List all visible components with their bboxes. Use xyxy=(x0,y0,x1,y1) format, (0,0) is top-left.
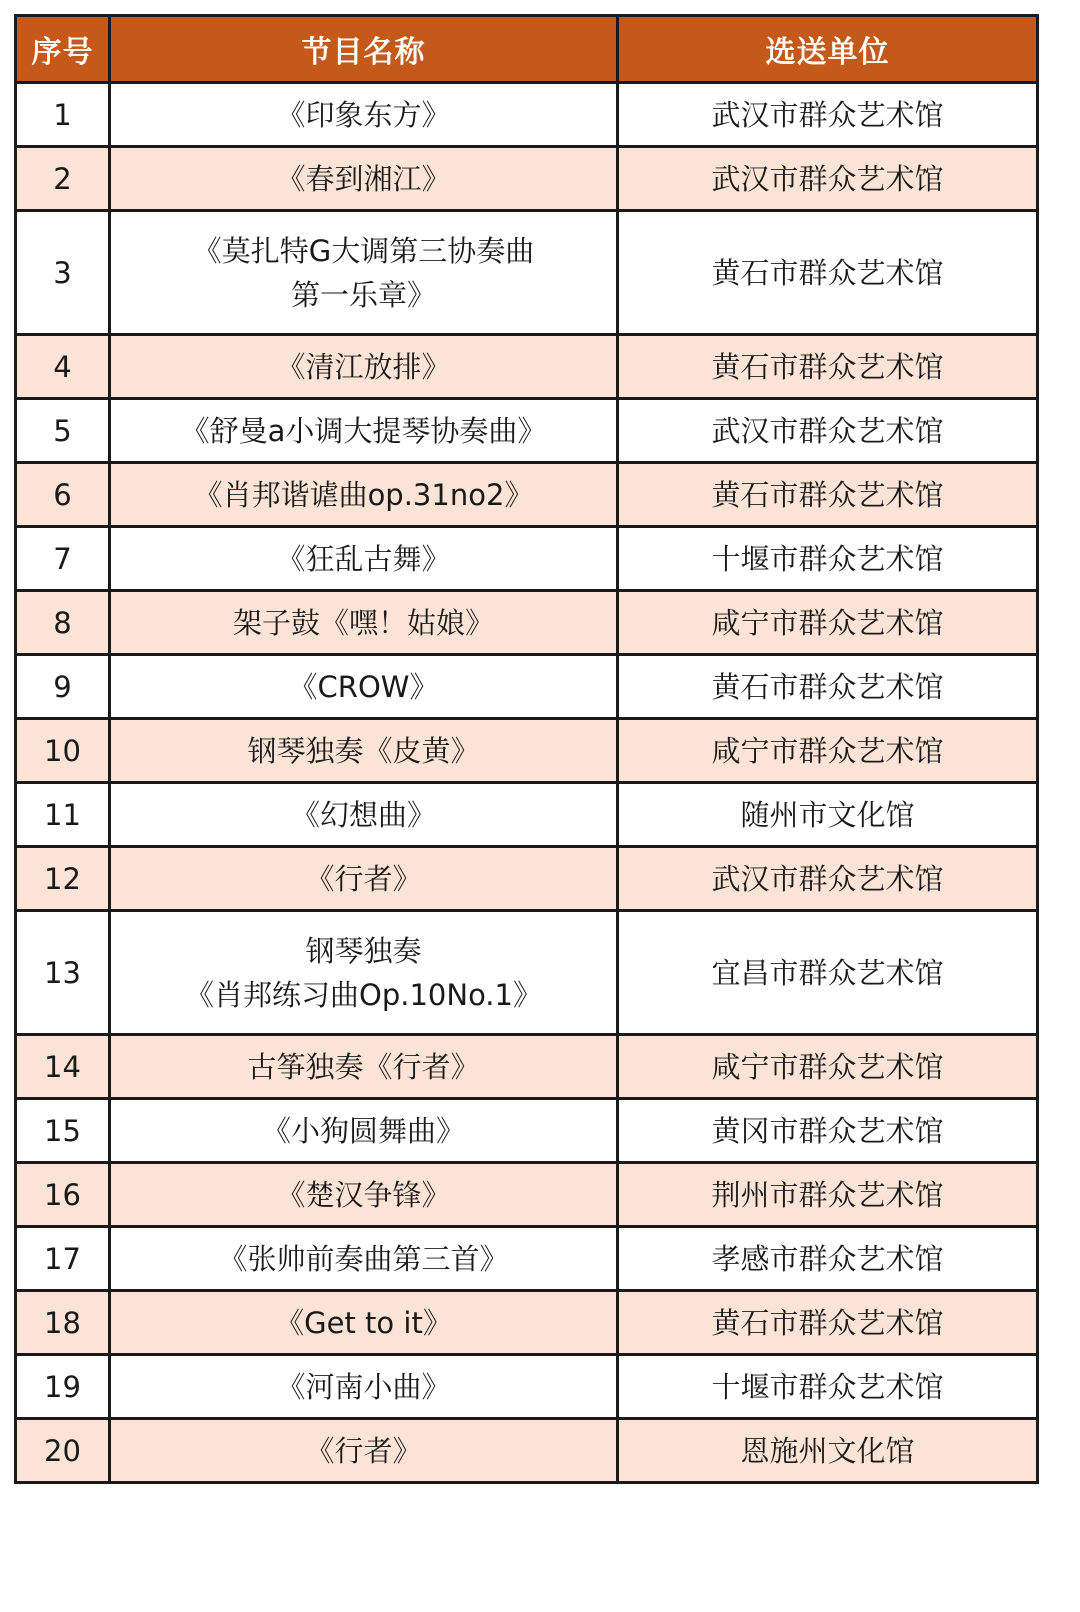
program-name-line: 钢琴独奏《皮黄》 xyxy=(247,733,480,768)
table-row xyxy=(16,1355,1038,1419)
cell-program-name xyxy=(110,911,618,1035)
cell-program-name xyxy=(110,783,618,847)
table-row xyxy=(16,399,1038,463)
header-program-name: 节目名称 xyxy=(110,16,618,83)
cell-unit: 武汉市群众艺术馆 xyxy=(618,147,1038,211)
table-row xyxy=(16,1035,1038,1099)
table-row xyxy=(16,591,1038,655)
cell-no: 14 xyxy=(16,1035,110,1099)
cell-no: 1 xyxy=(16,83,110,147)
program-name-line: 第一乐章》 xyxy=(290,277,436,312)
program-name-line: 《楚汉争锋》 xyxy=(276,1177,451,1212)
table-row xyxy=(16,1419,1038,1483)
cell-program-name xyxy=(110,211,618,335)
program-name-line: 《Get to it》 xyxy=(275,1305,452,1340)
cell-program-name xyxy=(110,83,618,147)
cell-unit: 武汉市群众艺术馆 xyxy=(618,83,1038,147)
program-name-line: 《肖邦谐谑曲op.31no2》 xyxy=(193,477,534,512)
header-unit: 选送单位 xyxy=(618,16,1038,83)
table-row xyxy=(16,847,1038,911)
cell-unit: 黄冈市群众艺术馆 xyxy=(618,1099,1038,1163)
table-row xyxy=(16,783,1038,847)
cell-no: 12 xyxy=(16,847,110,911)
cell-no: 15 xyxy=(16,1099,110,1163)
cell-program-name xyxy=(110,1227,618,1291)
cell-no: 7 xyxy=(16,527,110,591)
cell-no: 5 xyxy=(16,399,110,463)
cell-unit: 黄石市群众艺术馆 xyxy=(618,335,1038,399)
program-name-line: 《莫扎特G大调第三协奏曲 xyxy=(192,233,535,268)
cell-no: 10 xyxy=(16,719,110,783)
cell-no: 20 xyxy=(16,1419,110,1483)
cell-unit: 孝感市群众艺术馆 xyxy=(618,1227,1038,1291)
cell-program-name xyxy=(110,399,618,463)
cell-no: 3 xyxy=(16,211,110,335)
cell-no: 17 xyxy=(16,1227,110,1291)
cell-unit: 武汉市群众艺术馆 xyxy=(618,847,1038,911)
program-table-container xyxy=(14,14,1036,1484)
program-name-line: 《狂乱古舞》 xyxy=(276,541,451,576)
cell-program-name xyxy=(110,1355,618,1419)
cell-no: 4 xyxy=(16,335,110,399)
cell-unit: 恩施州文化馆 xyxy=(618,1419,1038,1483)
table-row xyxy=(16,83,1038,147)
table-row xyxy=(16,527,1038,591)
cell-program-name xyxy=(110,1419,618,1483)
program-name-line: 《CROW》 xyxy=(288,669,439,704)
program-name-line: 《张帅前奏曲第三首》 xyxy=(218,1241,509,1276)
cell-program-name xyxy=(110,147,618,211)
cell-no: 16 xyxy=(16,1163,110,1227)
program-name-line: 《河南小曲》 xyxy=(276,1369,451,1404)
table-row xyxy=(16,335,1038,399)
cell-unit: 宜昌市群众艺术馆 xyxy=(618,911,1038,1035)
cell-no: 19 xyxy=(16,1355,110,1419)
cell-program-name xyxy=(110,1291,618,1355)
cell-program-name xyxy=(110,1035,618,1099)
table-row xyxy=(16,719,1038,783)
cell-unit: 咸宁市群众艺术馆 xyxy=(618,1035,1038,1099)
table-row xyxy=(16,147,1038,211)
table-row xyxy=(16,911,1038,1035)
table-row xyxy=(16,655,1038,719)
cell-no: 18 xyxy=(16,1291,110,1355)
program-name-line: 《清江放排》 xyxy=(276,349,451,384)
table-row xyxy=(16,1227,1038,1291)
cell-unit: 荆州市群众艺术馆 xyxy=(618,1163,1038,1227)
program-name-line: 《小狗圆舞曲》 xyxy=(261,1113,465,1148)
table-row xyxy=(16,1163,1038,1227)
table-row xyxy=(16,1291,1038,1355)
program-name-line: 《行者》 xyxy=(305,1433,422,1468)
cell-no: 13 xyxy=(16,911,110,1035)
cell-program-name xyxy=(110,1099,618,1163)
cell-program-name xyxy=(110,335,618,399)
cell-unit: 武汉市群众艺术馆 xyxy=(618,399,1038,463)
cell-unit: 随州市文化馆 xyxy=(618,783,1038,847)
cell-unit: 十堰市群众艺术馆 xyxy=(618,527,1038,591)
cell-unit: 黄石市群众艺术馆 xyxy=(618,655,1038,719)
cell-program-name xyxy=(110,591,618,655)
program-table xyxy=(14,14,1039,1484)
program-name-line: 《幻想曲》 xyxy=(290,797,436,832)
cell-unit: 咸宁市群众艺术馆 xyxy=(618,591,1038,655)
cell-unit: 十堰市群众艺术馆 xyxy=(618,1355,1038,1419)
header-no: 序号 xyxy=(16,16,110,83)
program-name-line: 架子鼓《嘿！姑娘》 xyxy=(232,605,494,640)
program-name-line: 《印象东方》 xyxy=(276,97,451,132)
cell-unit: 黄石市群众艺术馆 xyxy=(618,1291,1038,1355)
program-name-line: 《春到湘江》 xyxy=(276,161,451,196)
cell-program-name xyxy=(110,719,618,783)
cell-no: 6 xyxy=(16,463,110,527)
cell-unit: 黄石市群众艺术馆 xyxy=(618,463,1038,527)
cell-unit: 黄石市群众艺术馆 xyxy=(618,211,1038,335)
cell-no: 2 xyxy=(16,147,110,211)
cell-no: 9 xyxy=(16,655,110,719)
cell-program-name xyxy=(110,527,618,591)
program-name-line: 古筝独奏《行者》 xyxy=(247,1049,480,1084)
program-name-line: 《行者》 xyxy=(305,861,422,896)
table-header-row xyxy=(16,16,1038,83)
table-row xyxy=(16,463,1038,527)
cell-program-name xyxy=(110,847,618,911)
table-row xyxy=(16,211,1038,335)
cell-program-name xyxy=(110,655,618,719)
cell-unit: 咸宁市群众艺术馆 xyxy=(618,719,1038,783)
program-name-line: 《舒曼a小调大提琴协奏曲》 xyxy=(180,413,547,448)
cell-program-name xyxy=(110,463,618,527)
cell-program-name xyxy=(110,1163,618,1227)
program-name-line: 《肖邦练习曲Op.10No.1》 xyxy=(185,977,542,1012)
cell-no: 8 xyxy=(16,591,110,655)
table-body xyxy=(16,83,1038,1483)
program-name-line: 钢琴独奏 xyxy=(305,933,422,968)
table-row xyxy=(16,1099,1038,1163)
cell-no: 11 xyxy=(16,783,110,847)
